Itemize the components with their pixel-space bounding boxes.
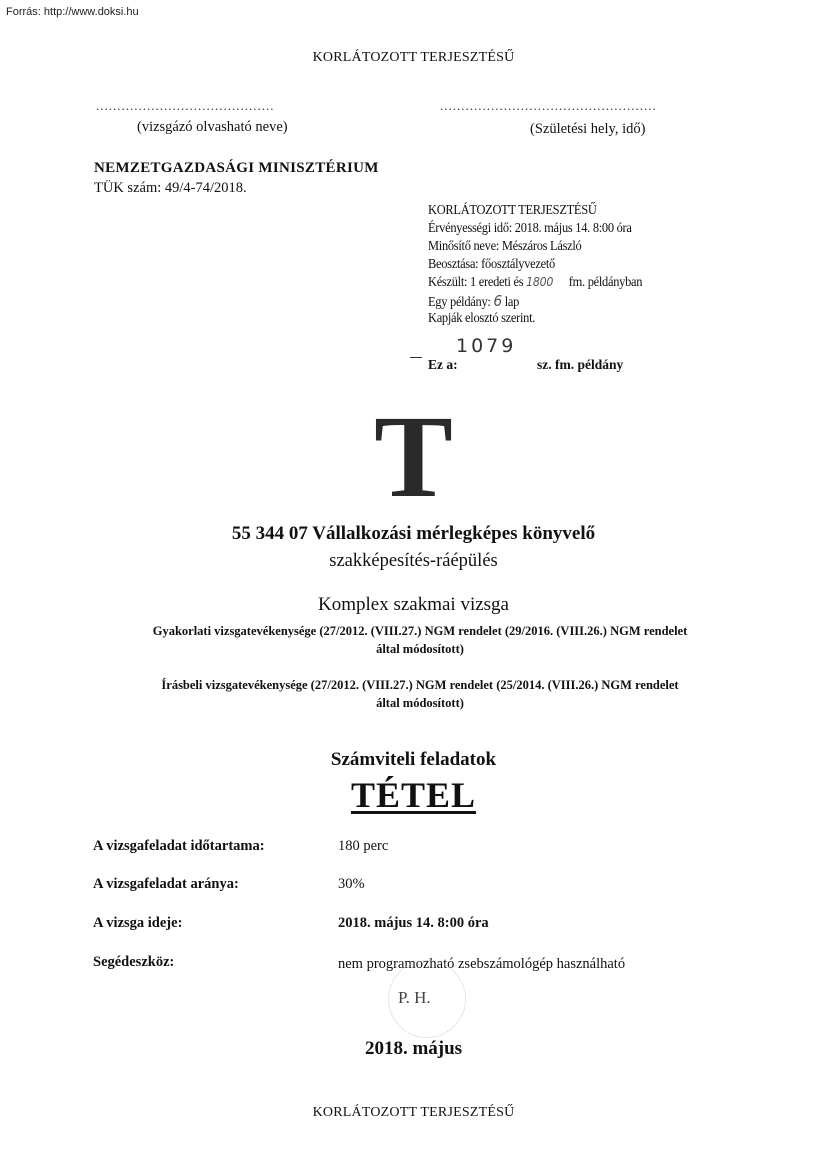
copy-prefix: Egy példány: bbox=[428, 294, 491, 309]
birth-dots: ................................................... bbox=[440, 98, 657, 113]
ministry-name: NEMZETGAZDASÁGI MINISZTÉRIUM bbox=[94, 160, 379, 176]
exam-time-value: 2018. május 14. 8:00 óra bbox=[338, 915, 489, 931]
tuk-number: TÜK szám: 49/4-74/2018. bbox=[94, 180, 247, 196]
copy-label: sz. fm. példány bbox=[537, 357, 624, 372]
document-date: 2018. május bbox=[364, 1038, 463, 1059]
big-t-letter: T bbox=[374, 391, 453, 522]
tools-label: Segédeszköz: bbox=[93, 954, 175, 970]
practical-regulation bbox=[90, 622, 750, 658]
exam-time-label: A vizsga ideje: bbox=[93, 915, 183, 931]
copy-line bbox=[428, 292, 519, 310]
made-line bbox=[428, 274, 704, 290]
source-url: Forrás: http://www.doksi.hu bbox=[6, 6, 139, 18]
restricted-footer: KORLÁTOZOTT TERJESZTÉSŰ bbox=[312, 1105, 515, 1120]
duration-value: 180 perc bbox=[338, 838, 389, 854]
tools-value: nem programozható zsebszámológép használható bbox=[338, 956, 626, 972]
tetel-title: TÉTEL bbox=[350, 775, 477, 815]
made-prefix: Készült: 1 eredeti és bbox=[428, 274, 524, 289]
ratio-label: A vizsgafeladat aránya: bbox=[93, 876, 239, 892]
distribution-line: Kapják elosztó szerint. bbox=[428, 310, 536, 325]
written-line-2: által módosított) bbox=[376, 696, 464, 710]
copy-pages-handwritten: 6 bbox=[493, 292, 502, 310]
copy-number: 1079 bbox=[456, 335, 517, 357]
written-line-1: Írásbeli vizsgatevékenysége (27/2012. (VIII.27.) NGM rendelet (25/2014. (VIII.26.) NGM rendelet bbox=[161, 678, 679, 692]
qualification-subtitle: szakképesítés-ráépülés bbox=[329, 551, 498, 571]
copy-dash bbox=[410, 357, 422, 358]
restricted-header: KORLÁTOZOTT TERJESZTÉSŰ bbox=[312, 50, 515, 65]
practical-line-2: által módosított) bbox=[376, 642, 464, 656]
exam-name: Komplex szakmai vizsga bbox=[317, 594, 509, 615]
birth-label: (Születési hely, idő) bbox=[530, 121, 646, 137]
duration-label: A vizsgafeladat időtartama: bbox=[93, 838, 265, 854]
position-line: Beosztása: főosztályvezető bbox=[428, 256, 555, 271]
name-dots: .......................................... bbox=[96, 98, 275, 113]
made-suffix: fm. példányban bbox=[568, 274, 643, 289]
classifier-line: Minősítő neve: Mészáros László bbox=[428, 238, 582, 253]
classification-title: KORLÁTOZOTT TERJESZTÉSŰ bbox=[428, 202, 597, 217]
validity-line: Érvényességi idő: 2018. május 14. 8:00 óra bbox=[428, 220, 632, 235]
name-label: (vizsgázó olvasható neve) bbox=[137, 119, 288, 135]
qualification-title: 55 344 07 Vállalkozási mérlegképes könyvelő bbox=[231, 523, 596, 544]
practical-line-1: Gyakorlati vizsgatevékenysége (27/2012. (VIII.27.) NGM rendelet (29/2016. (VIII.26.) NGM rendelet bbox=[152, 624, 688, 638]
written-regulation bbox=[90, 676, 750, 712]
ratio-value: 30% bbox=[338, 876, 365, 892]
subject-title: Számviteli feladatok bbox=[330, 749, 497, 770]
copy-suffix: lap bbox=[504, 294, 520, 309]
made-count-handwritten: 1800 bbox=[526, 275, 554, 289]
this-is-label: Ez a: bbox=[428, 357, 458, 372]
stamp-ph-label: P. H. bbox=[398, 988, 431, 1007]
